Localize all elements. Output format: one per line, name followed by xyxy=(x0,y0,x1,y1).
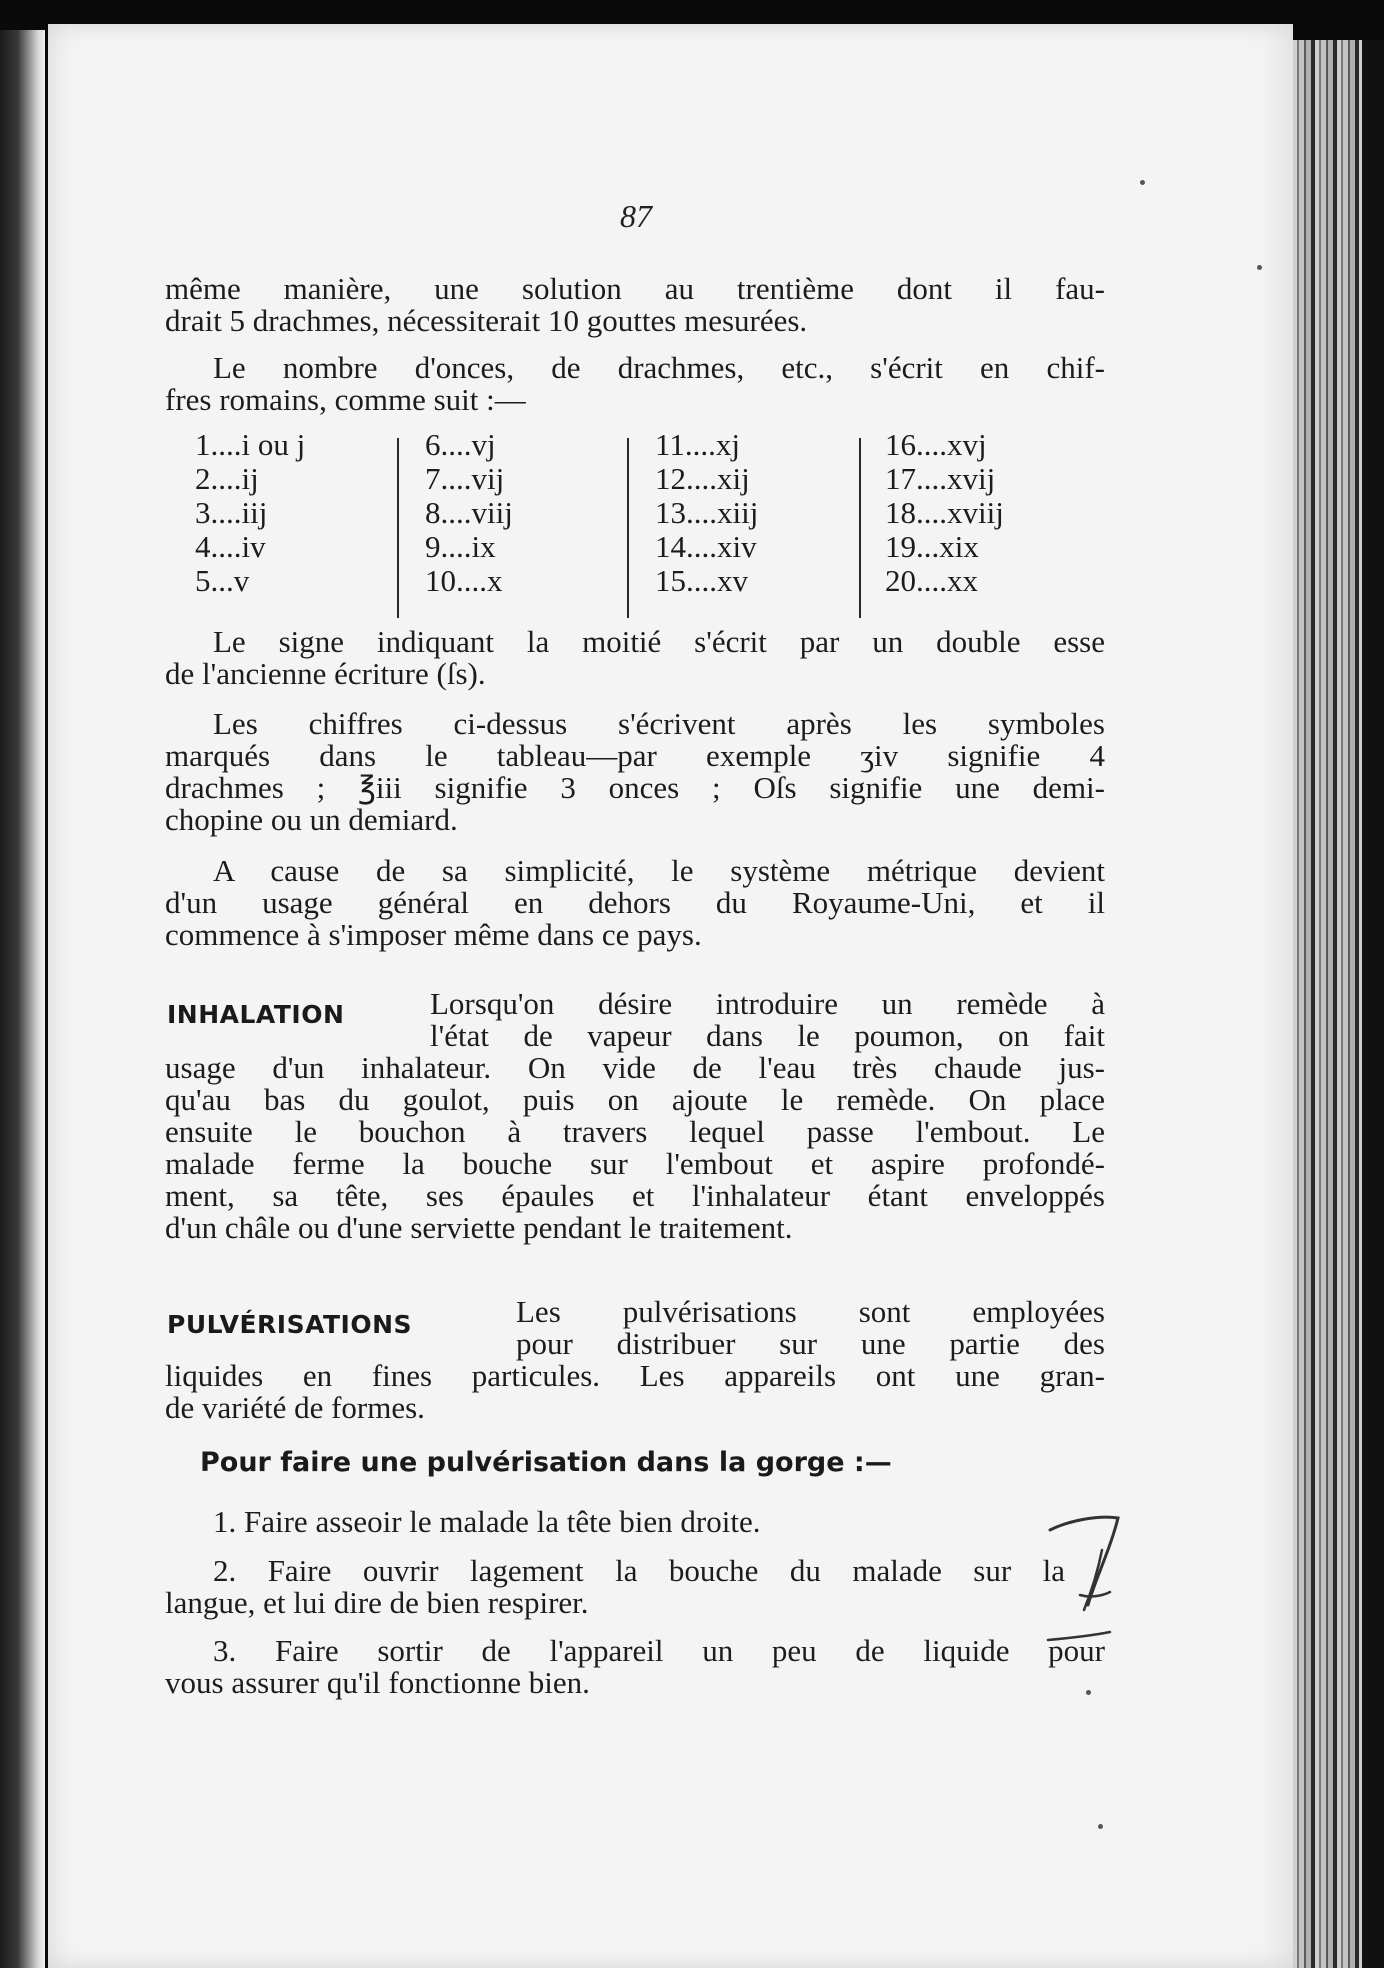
speck xyxy=(1086,1690,1091,1695)
text-line: drait 5 drachmes, nécessiterait 10 gouttes mesurées. xyxy=(165,303,808,338)
handwritten-mark xyxy=(1040,1510,1130,1670)
text-line: malade ferme la bouche sur l'embout et aspire profondé- xyxy=(165,1146,1105,1181)
text-line: drachmes ; ℥iii signifie 3 onces ; Oſs signifie une demi- xyxy=(165,770,1105,805)
numeral-column-3 xyxy=(655,428,758,598)
pulverisations-body xyxy=(165,1360,1105,1424)
text-line: l'état de vapeur dans le poumon, on fait xyxy=(430,1018,1105,1053)
paragraph-4 xyxy=(165,708,1105,836)
column-divider xyxy=(397,438,399,618)
numeral-entry: 11....xj xyxy=(655,427,740,462)
numeral-entry: 12....xij xyxy=(655,461,750,496)
paragraph-1 xyxy=(165,273,1105,337)
inhalation-body xyxy=(165,1052,1105,1244)
text-line: d'un usage général en dehors du Royaume-Uni, et il xyxy=(165,885,1105,920)
text-line: chopine ou un demiard. xyxy=(165,802,458,837)
column-divider xyxy=(859,438,861,618)
text-line: Les chiffres ci-dessus s'écrivent après les symboles xyxy=(213,706,1105,741)
numeral-entry: 7....vij xyxy=(425,461,505,496)
page-stack-edge xyxy=(1293,40,1384,1968)
speck xyxy=(1140,180,1145,185)
numeral-entry: 5...v xyxy=(195,563,250,598)
numeral-entry: 20....xx xyxy=(885,563,978,598)
text-line: usage d'un inhalateur. On vide de l'eau très chaude jus- xyxy=(165,1050,1105,1085)
text-line: de l'ancienne écriture (ſs). xyxy=(165,656,486,691)
text-line: 3. Faire sortir de l'appareil un peu de liquide pour xyxy=(213,1633,1105,1668)
numeral-column-2 xyxy=(425,428,513,598)
text-line: ment, sa tête, ses épaules et l'inhalateur étant enveloppés xyxy=(165,1178,1105,1213)
text-line: Lorsqu'on désire introduire un remède à xyxy=(430,986,1105,1021)
text-line: fres romains, comme suit :— xyxy=(165,382,526,417)
text-line: 2. Faire ouvrir lagement la bouche du malade sur la xyxy=(213,1553,1065,1588)
speck xyxy=(1257,265,1262,270)
numeral-entry: 17....xvij xyxy=(885,461,996,496)
text-line: vous assurer qu'il fonctionne bien. xyxy=(165,1665,590,1700)
roman-numeral-table xyxy=(195,428,1095,628)
numeral-entry: 13....xiij xyxy=(655,495,759,530)
text-line: langue, et lui dire de bien respirer. xyxy=(165,1585,589,1620)
numeral-entry: 10....x xyxy=(425,563,503,598)
numeral-entry: 1....i ou j xyxy=(195,427,306,462)
paragraph-5 xyxy=(165,855,1105,951)
column-divider xyxy=(627,438,629,618)
text-line: d'un châle ou d'une serviette pendant le traitement. xyxy=(165,1210,793,1245)
gorge-step-3 xyxy=(165,1635,1105,1699)
inhalation-intro xyxy=(430,988,1105,1052)
numeral-entry: 19...xix xyxy=(885,529,979,564)
text-line: pour distribuer sur une partie des xyxy=(516,1326,1105,1361)
numeral-entry: 9....ix xyxy=(425,529,496,564)
numeral-entry: 14....xiv xyxy=(655,529,757,564)
text-line: liquides en fines particules. Les appareils ont une gran- xyxy=(165,1358,1105,1393)
text-line: qu'au bas du goulot, puis on ajoute le remède. On place xyxy=(165,1082,1105,1117)
numeral-entry: 8....viij xyxy=(425,495,513,530)
text-line: commence à s'imposer même dans ce pays. xyxy=(165,917,702,952)
previous-page-edge xyxy=(0,30,45,1968)
numeral-column-4 xyxy=(885,428,1004,598)
text-line: de variété de formes. xyxy=(165,1390,425,1425)
numeral-entry: 16....xvj xyxy=(885,427,987,462)
text-line: Les pulvérisations sont employées xyxy=(516,1294,1105,1329)
text-line: A cause de sa simplicité, le système métrique devient xyxy=(213,853,1105,888)
paragraph-2 xyxy=(165,352,1105,416)
numeral-entry: 15....xv xyxy=(655,563,748,598)
text-line: ensuite le bouchon à travers lequel passe l'embout. Le xyxy=(165,1114,1105,1149)
text-line: même manière, une solution au trentième dont il fau- xyxy=(165,271,1105,306)
page-number: 87 xyxy=(620,198,652,234)
numeral-column-1 xyxy=(195,428,305,598)
numeral-entry: 3....iij xyxy=(195,495,268,530)
numeral-entry: 2....ij xyxy=(195,461,259,496)
gorge-step-2 xyxy=(165,1555,1065,1619)
gorge-subheading: Pour faire une pulvérisation dans la gorge :— xyxy=(200,1447,892,1478)
gorge-step-1 xyxy=(165,1506,1105,1538)
numeral-entry: 6....vj xyxy=(425,427,496,462)
pulverisations-intro xyxy=(516,1296,1105,1360)
numeral-entry: 4....iv xyxy=(195,529,266,564)
text-line: marqués dans le tableau—par exemple ʒiv signifie 4 xyxy=(165,738,1105,773)
paragraph-3 xyxy=(165,626,1105,690)
inhalation-heading: INHALATION xyxy=(167,1000,345,1029)
text-line: Le signe indiquant la moitié s'écrit par un double esse xyxy=(213,624,1105,659)
text-line: 1. Faire asseoir le malade la tête bien droite. xyxy=(213,1504,761,1539)
numeral-entry: 18....xviij xyxy=(885,495,1004,530)
text-line: Le nombre d'onces, de drachmes, etc., s'écrit en chif- xyxy=(213,350,1105,385)
speck xyxy=(1098,1824,1103,1829)
pulverisations-heading: PULVÉRISATIONS xyxy=(167,1310,413,1339)
